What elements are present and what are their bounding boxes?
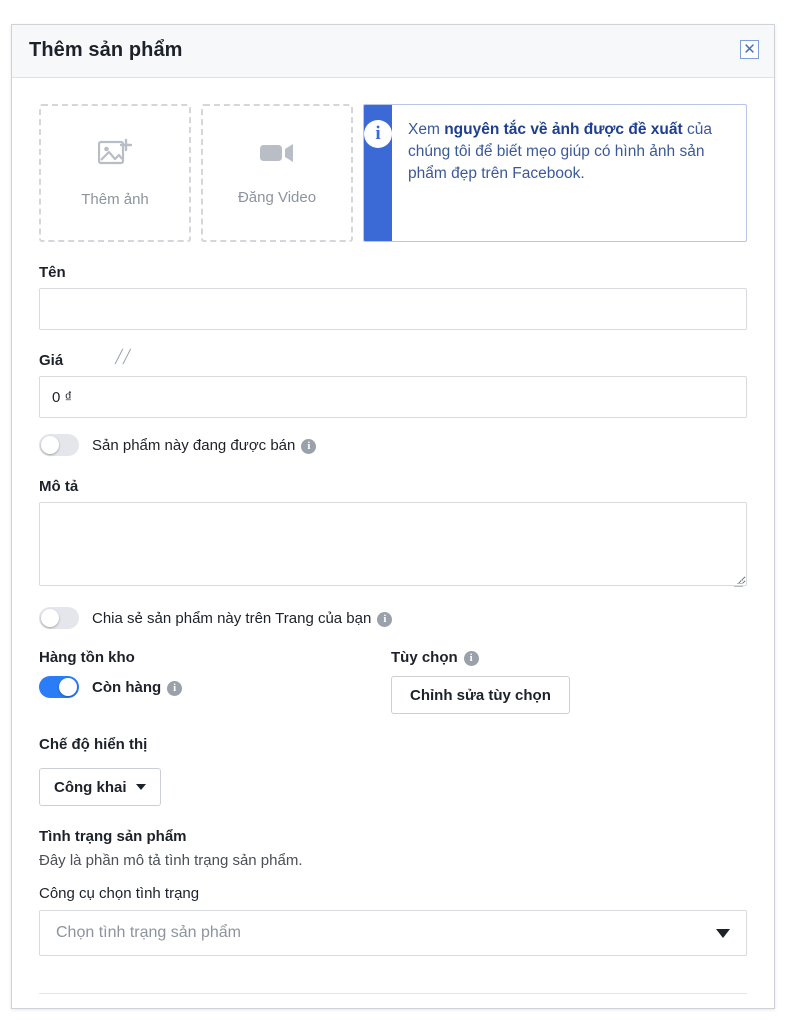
condition-picker-label: Công cụ chọn tình trạng xyxy=(39,885,200,902)
name-label: Tên xyxy=(39,264,66,281)
condition-select-placeholder: Chọn tình trạng sản phẩm xyxy=(56,924,242,941)
video-camera-icon xyxy=(259,140,295,171)
description-input[interactable] xyxy=(39,502,747,586)
options-heading xyxy=(391,649,747,666)
image-plus-icon xyxy=(98,138,132,173)
condition-heading: Tình trạng sản phẩm xyxy=(39,828,187,845)
name-input[interactable] xyxy=(39,288,747,330)
post-video-dropzone[interactable] xyxy=(201,104,353,242)
price-input[interactable] xyxy=(39,376,747,418)
share-label xyxy=(92,610,392,627)
chevron-down-icon xyxy=(716,929,730,938)
price-label: Giá xyxy=(39,352,64,369)
share-row xyxy=(39,607,747,629)
visibility-dropdown[interactable] xyxy=(39,768,161,806)
toggle-knob xyxy=(41,436,59,454)
media-row xyxy=(39,104,747,242)
toggle-knob xyxy=(41,609,59,627)
on-sale-label-text: Sản phẩm này đang được bán xyxy=(92,436,296,454)
add-product-dialog xyxy=(11,24,775,1009)
description-label: Mô tả xyxy=(39,478,79,495)
on-sale-toggle[interactable] xyxy=(39,434,79,456)
in-stock-toggle[interactable] xyxy=(39,676,79,698)
photo-guidelines-callout xyxy=(363,104,747,242)
visibility-selected-value: Công khai xyxy=(54,778,127,796)
info-circle-icon[interactable]: i xyxy=(464,651,479,666)
dialog-header xyxy=(12,25,774,78)
page-title: Thêm sản phẩm xyxy=(29,39,183,61)
options-column xyxy=(391,649,747,714)
toggle-knob xyxy=(59,678,77,696)
info-circle-icon[interactable]: i xyxy=(301,439,316,454)
callout-stripe xyxy=(364,105,392,241)
divider xyxy=(39,993,747,994)
in-stock-row xyxy=(39,676,391,698)
description-wrap xyxy=(39,502,747,591)
info-icon: i xyxy=(364,120,392,148)
options-heading-text: Tùy chọn xyxy=(391,649,458,666)
share-label-text: Chia sẻ sản phẩm này trên Trang của bạn xyxy=(92,609,372,627)
callout-text xyxy=(392,105,746,241)
photo-guidelines-link[interactable]: nguyên tắc về ảnh được đề xuất xyxy=(444,121,683,138)
post-video-label: Đăng Video xyxy=(237,189,317,206)
add-photo-label: Thêm ảnh xyxy=(81,191,149,208)
dialog-body xyxy=(12,78,774,956)
inventory-options-section xyxy=(39,649,747,714)
resize-handle-mark: ╱╱ xyxy=(115,349,131,364)
edit-options-button[interactable]: Chỉnh sửa tùy chọn xyxy=(391,676,570,714)
info-circle-icon[interactable]: i xyxy=(377,612,392,627)
add-photo-dropzone[interactable] xyxy=(39,104,191,242)
on-sale-row xyxy=(39,434,747,456)
info-circle-icon[interactable]: i xyxy=(167,681,182,696)
condition-select[interactable] xyxy=(39,910,747,956)
in-stock-label-text: Còn hàng xyxy=(92,678,162,696)
visibility-heading: Chế độ hiển thị xyxy=(39,736,148,753)
share-on-page-toggle[interactable] xyxy=(39,607,79,629)
in-stock-label xyxy=(92,679,182,696)
inventory-column xyxy=(39,649,391,714)
close-icon[interactable]: ✕ xyxy=(740,40,759,59)
callout-text-after: của chúng tôi để biết mẹo giúp có hình ảnh sản phẩm đẹp trên Facebook. xyxy=(408,121,712,182)
inventory-heading: Hàng tồn kho xyxy=(39,649,135,666)
condition-description: Đây là phần mô tả tình trạng sản phẩm. xyxy=(39,852,303,869)
on-sale-label xyxy=(92,437,316,454)
chevron-down-icon xyxy=(136,784,146,790)
callout-text-before: Xem xyxy=(408,121,445,138)
